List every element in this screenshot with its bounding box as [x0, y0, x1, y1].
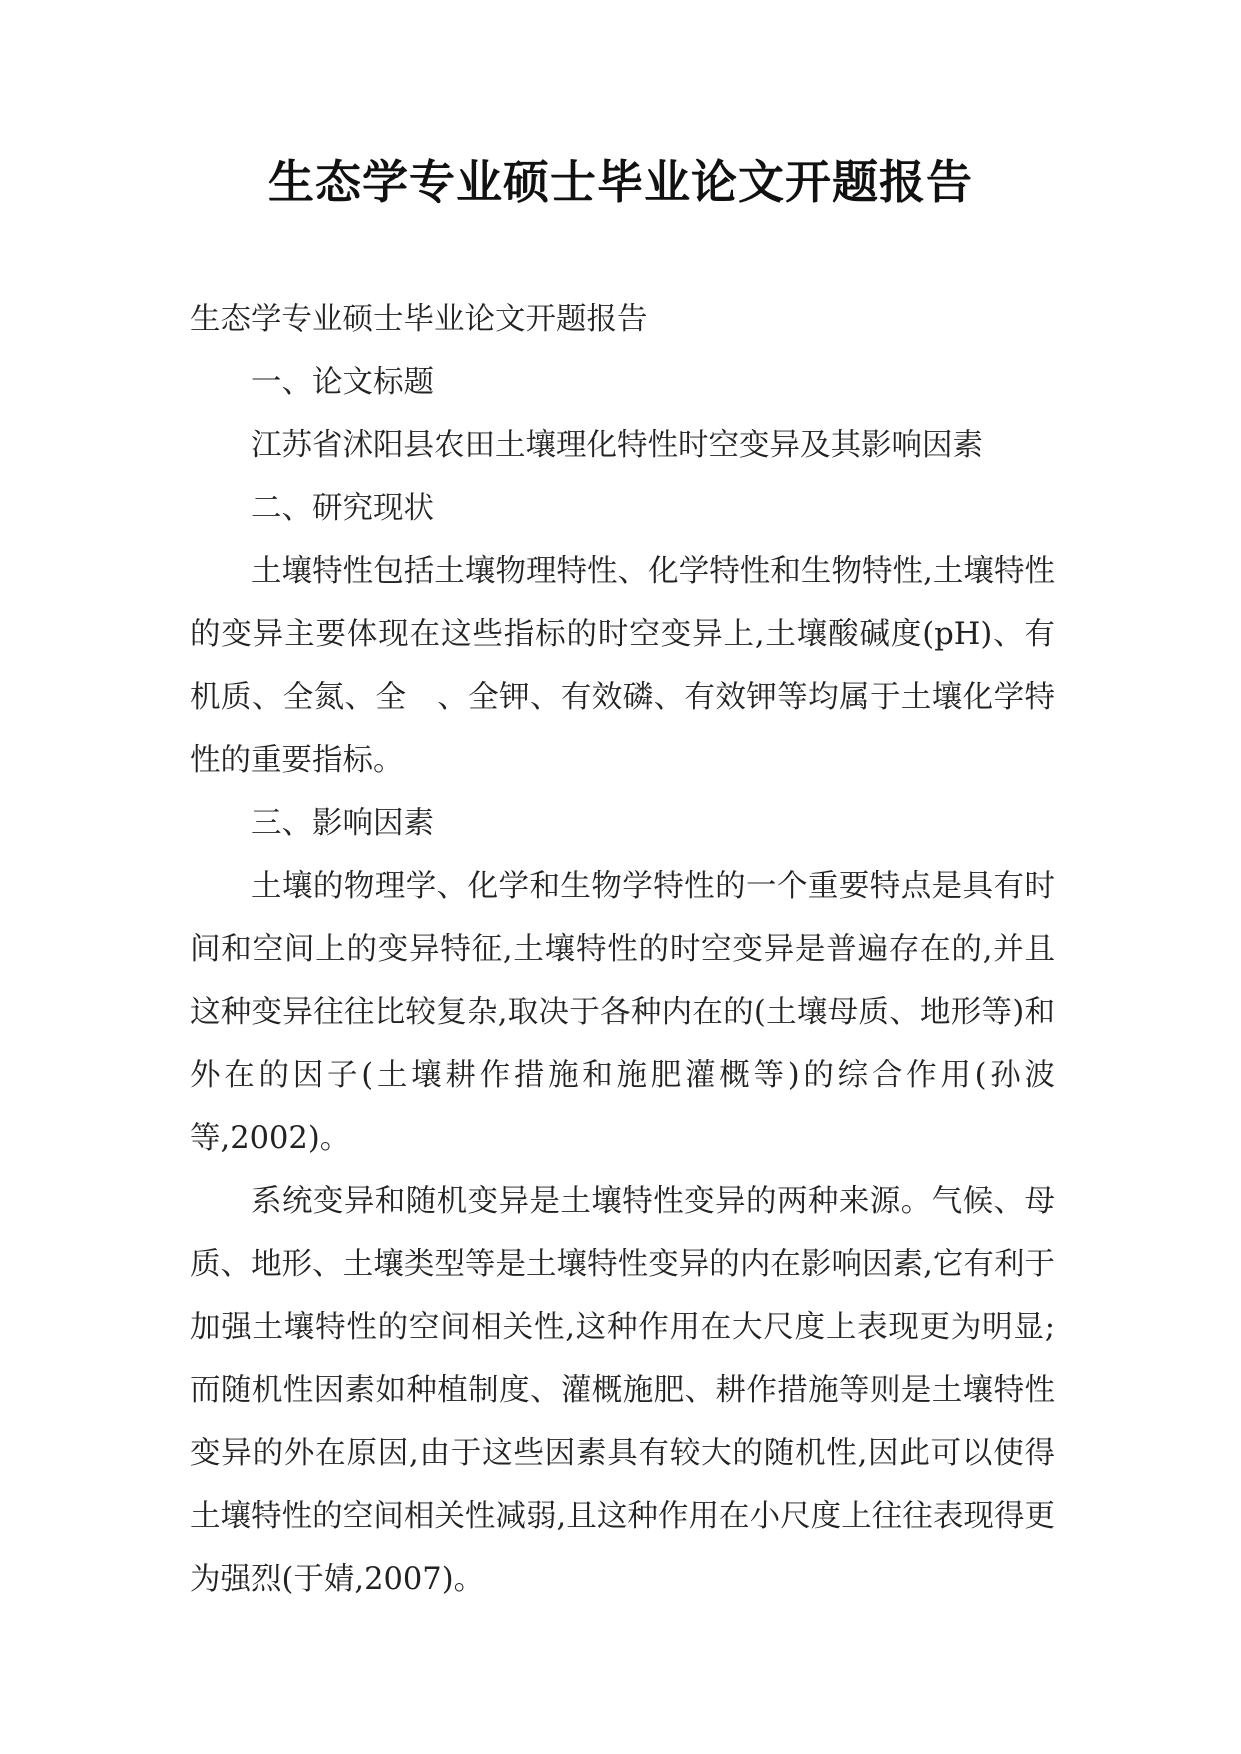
document-body	[190, 288, 1055, 1611]
section-heading-research-status: 二、研究现状	[251, 491, 434, 526]
paragraph-thesis-title: 江苏省沭阳县农田土壤理化特性时空变异及其影响因素	[251, 428, 983, 463]
section-heading-influencing-factors: 三、影响因素	[251, 806, 434, 841]
document-title: 生态学专业硕士毕业论文开题报告	[268, 155, 973, 209]
section-heading-thesis-title: 一、论文标题	[251, 365, 434, 400]
paragraph-influencing-factors-1: 土壤的物理学、化学和生物学特性的一个重要特点是具有时间和空间上的变异特征,土壤特性的时空变异是普遍存在的,并且这种变异往往比较复杂,取决于各种内在的(土壤母质、地形等)和外在的因子(土壤耕作措施和施肥灌概等)的综合作用(孙波等,2002)。	[190, 869, 1055, 1156]
paragraph-report-heading: 生态学专业硕士毕业论文开题报告	[190, 302, 648, 337]
paragraph-research-status: 土壤特性包括土壤物理特性、化学特性和生物特性,土壤特性的变异主要体现在这些指标的时空变异上,土壤酸碱度(pH)、有机质、全氮、全 、全钾、有效磷、有效钾等均属于土壤化学特性的重要指标。	[190, 554, 1055, 778]
paragraph-influencing-factors-2: 系统变异和随机变异是土壤特性变异的两种来源。气候、母质、地形、土壤类型等是土壤特性变异的内在影响因素,它有利于加强土壤特性的空间相关性,这种作用在大尺度上表现更为明显;而随机性因素如种植制度、灌概施肥、耕作措施等则是土壤特性变异的外在原因,由于这些因素具有较大的随机性,因此可以使得土壤特性的空间相关性减弱,且这种作用在小尺度上往往表现得更为强烈(于婧,2007)。	[190, 1184, 1055, 1597]
